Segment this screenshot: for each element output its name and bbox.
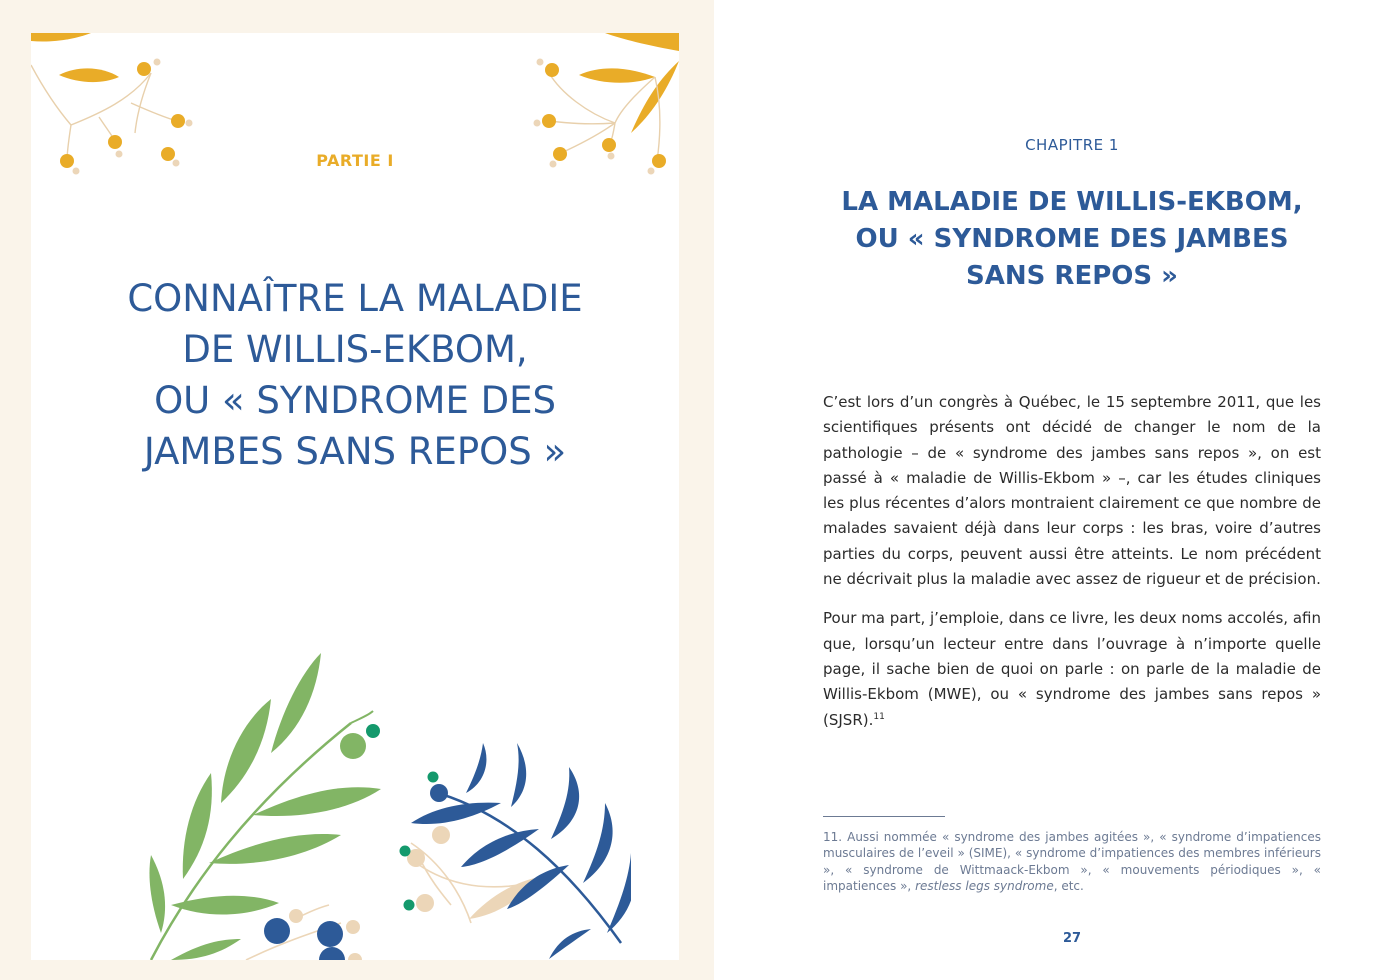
footnote-reference[interactable]: 11	[873, 711, 885, 722]
paragraph: C’est lors d’un congrès à Québec, le 15 septembre 2011, que les scientifiques présents ont décidé de changer le nom de la pathologie – de « syndrome des jambes sans repos », on est passé à « maladie de Willis-Ekbom » –, car les études cliniques les plus récentes d’alors montraient clairement ce que nombre de malades savaient déjà dans leur corps : les bras, voire d’autres parties du corps, peuvent aussi être atteints. Le nom précédent ne décrivait plus la maladie avec assez de rigueur et de précision.	[823, 393, 1321, 589]
body-text	[823, 390, 1321, 747]
footnote-text: 11. Aussi nommée « syndrome des jambes agitées », « syndrome d’impatiences musculaires de l’eveil » (SIME), « syndrome d’impatiences des membres inférieurs », « syndrome de Wittmaack-Ekbom », « mouvements périodiques », « impatiences »,	[823, 830, 1321, 893]
part-title-line: CONNAÎTRE LA MALADIE	[127, 277, 583, 320]
paragraph-text: Pour ma part, j’emploie, dans ce livre, les deux noms accolés, afin que, lorsqu’un lecteur entre dans l’ouvrage à n’importe quelle page, il sache bien de quoi on parle : on parle de la maladie de Willis-Ekbom (MWE), ou « syndrome des jambes sans repos » (SJSR).	[823, 609, 1321, 729]
chapter-label: CHAPITRE 1	[1025, 136, 1119, 154]
footnote-end: , etc.	[1053, 878, 1084, 893]
left-page	[31, 33, 679, 960]
chapter-title	[774, 184, 1370, 295]
part-title-line: JAMBES SANS REPOS »	[143, 430, 567, 473]
page-number: 27	[1062, 931, 1082, 946]
part-title	[71, 273, 639, 477]
chapter-title-line: SANS REPOS »	[966, 261, 1178, 291]
footnote	[823, 829, 1321, 894]
part-title-line: DE WILLIS-EKBOM,	[182, 328, 528, 371]
chapter-title-line: LA MALADIE DE WILLIS-EKBOM,	[841, 187, 1303, 217]
footnote-italic-term: restless legs syndrome	[915, 878, 1054, 893]
bottom-leaves-decoration	[111, 643, 631, 960]
part-label: PARTIE I	[316, 151, 394, 170]
paragraph	[823, 606, 1321, 732]
footnote-divider	[823, 816, 945, 817]
part-title-line: OU « SYNDROME DES	[154, 379, 556, 422]
right-page	[714, 0, 1400, 980]
chapter-title-line: OU « SYNDROME DES JAMBES	[855, 224, 1289, 254]
